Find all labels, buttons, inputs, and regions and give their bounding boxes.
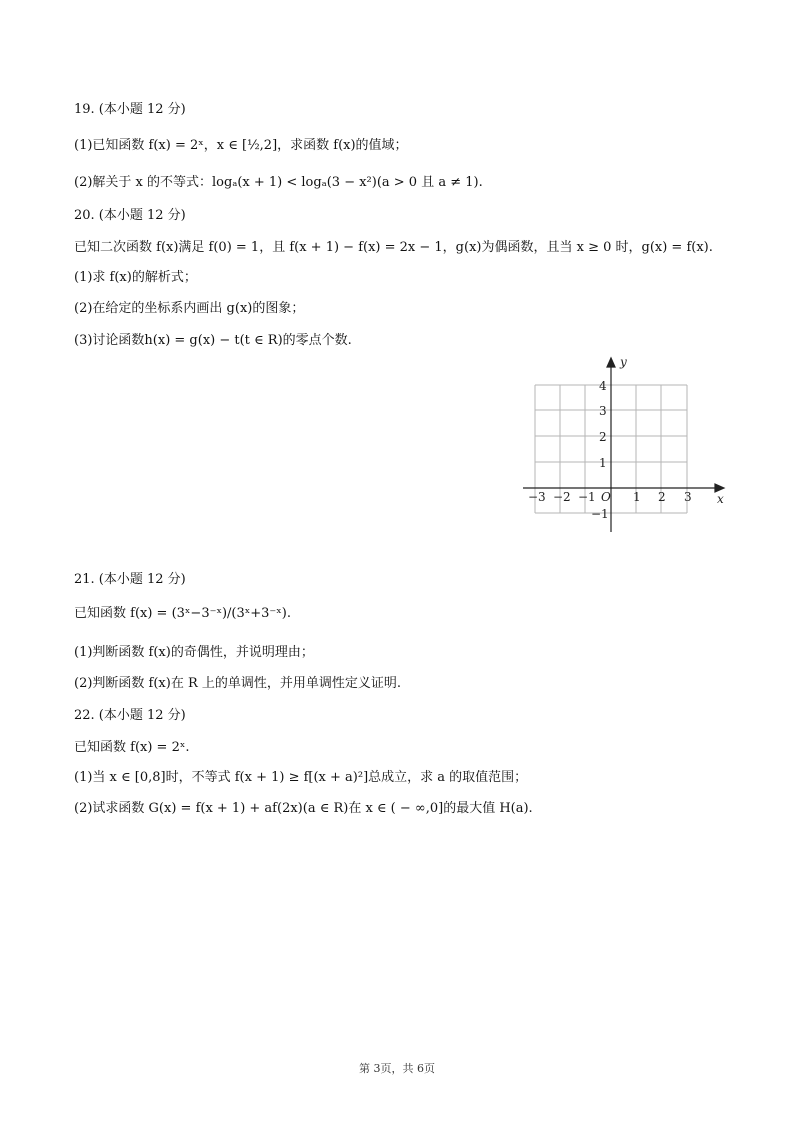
q21-heading: 21. (本小题 12 分) [74,572,186,587]
q19-part2: (2)解关于 x 的不等式：logₐ(x + 1) < logₐ(3 − x²)(a > 0 且 a ≠ 1). [74,175,483,190]
y-axis-arrow [607,358,615,367]
q20-part3: (3)讨论函数h(x) = g(x) − t(t ∈ R)的零点个数. [74,333,352,348]
x-tick-label: −3 [528,490,546,504]
q22-part2: (2)试求函数 G(x) = f(x + 1) + af(2x)(a ∈ R)在 x ∈ ( − ∞,0]的最大值 H(a). [74,801,533,816]
q19-part1: (1)已知函数 f(x) = 2ˣ，x ∈ [½,2]，求函数 f(x)的值域； [74,138,408,153]
q21-stem: 已知函数 f(x) = (3ˣ−3⁻ˣ)/(3ˣ+3⁻ˣ). [74,606,292,621]
q22-heading: 22. (本小题 12 分) [74,708,186,723]
x-tick-label: 1 [633,490,641,504]
q21-part2: (2)判断函数 f(x)在 R 上的单调性，并用单调性定义证明. [74,676,402,691]
x-tick-label: −1 [578,490,596,504]
q20-stem: 已知二次函数 f(x)满足 f(0) = 1，且 f(x + 1) − f(x) = 2x − 1，g(x)为偶函数，且当 x ≥ 0 时，g(x) = f(x). [74,240,713,255]
origin-label: O [601,490,611,504]
x-tick-label: 3 [684,490,692,504]
x-tick-label: 2 [658,490,666,504]
y-tick-label: 1 [599,456,607,470]
x-tick-label: −2 [553,490,571,504]
y-axis-label: y [620,355,627,369]
x-axis-arrow [715,484,724,492]
y-tick-label: 3 [599,404,607,418]
q19-heading: 19. (本小题 12 分) [74,102,186,117]
q20-heading: 20. (本小题 12 分) [74,208,186,223]
y-tick-label: 4 [599,379,607,393]
page-footer: 第 3页，共 6页 [359,1062,435,1075]
y-tick-label: 2 [599,430,607,444]
q20-part2: (2)在给定的坐标系内画出 g(x)的图象； [74,301,305,316]
x-axis-label: x [717,492,724,506]
q22-stem: 已知函数 f(x) = 2ˣ. [74,740,190,755]
coordinate-grid-figure [520,352,730,537]
q20-part1: (1)求 f(x)的解析式； [74,270,197,285]
y-tick-label: −1 [591,507,609,521]
q21-part1: (1)判断函数 f(x)的奇偶性，并说明理由； [74,645,314,660]
q22-part1: (1)当 x ∈ [0,8]时，不等式 f(x + 1) ≥ f[(x + a)²]总成立，求 a 的取值范围； [74,770,528,785]
